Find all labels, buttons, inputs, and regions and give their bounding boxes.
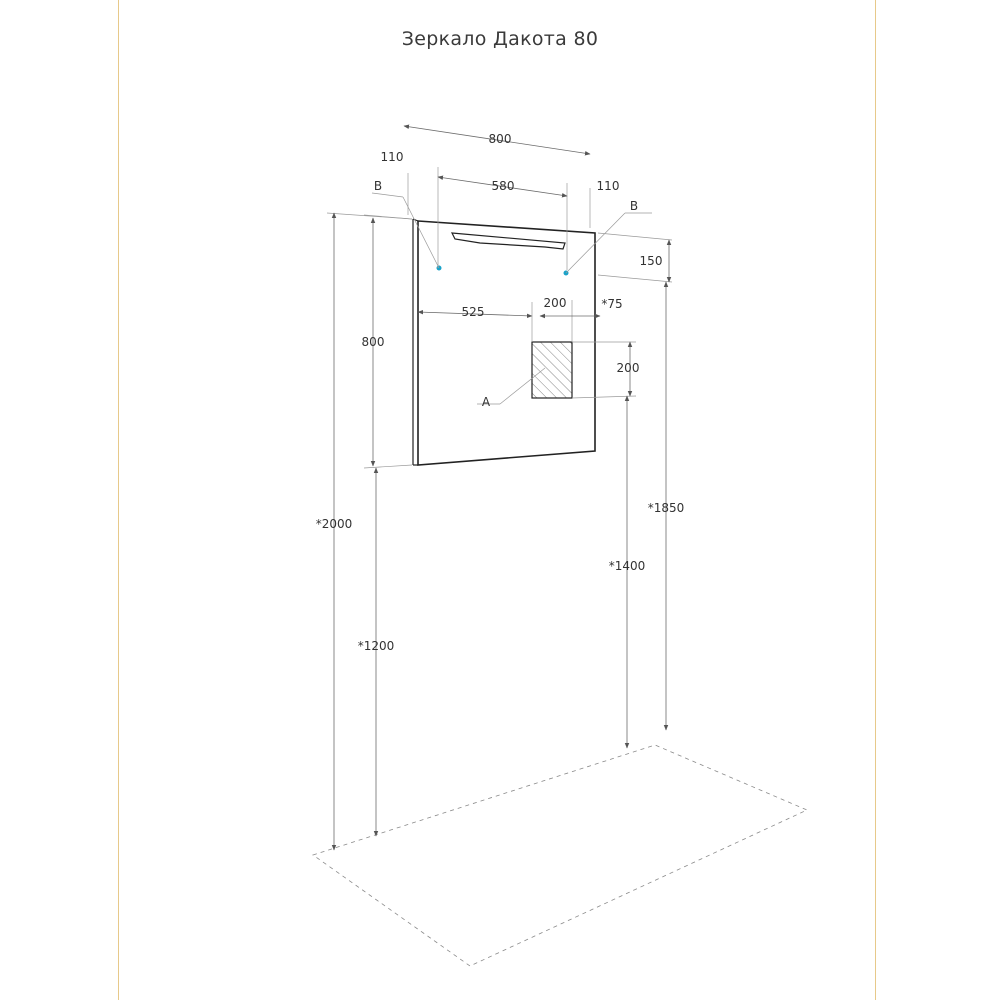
floor-plane [313,745,807,966]
svg-text:B: B [373,179,383,193]
dimension-top-offset [598,233,672,282]
svg-text:A: A [481,395,491,409]
dimension-height [362,215,412,468]
dimension-socket-side: *75 [601,297,623,311]
dimension-floor-to-top [648,282,685,730]
svg-text:150: 150 [639,254,663,268]
svg-text:*1200: *1200 [357,639,395,653]
svg-text:800: 800 [361,335,385,349]
drawing-title: Зеркало Дакота 80 [401,28,599,50]
dimension-floor-to-socket [609,396,646,748]
dimension-wall-height [316,213,412,850]
svg-text:B: B [629,199,639,213]
svg-text:*2000: *2000 [315,517,353,531]
dimension-left-offset: 110 [380,150,404,164]
dimension-overall-width [404,126,590,154]
svg-text:*1400: *1400 [608,559,646,573]
svg-text:200: 200 [616,361,640,375]
socket-zone [532,342,572,398]
svg-text:*1850: *1850 [647,501,685,515]
svg-text:200: 200 [543,296,567,310]
svg-text:800: 800 [488,132,512,146]
svg-text:525: 525 [461,305,485,319]
dimension-right-offset: 110 [596,179,620,193]
dimension-floor-to-mirror [358,468,395,836]
svg-text:580: 580 [491,179,515,193]
